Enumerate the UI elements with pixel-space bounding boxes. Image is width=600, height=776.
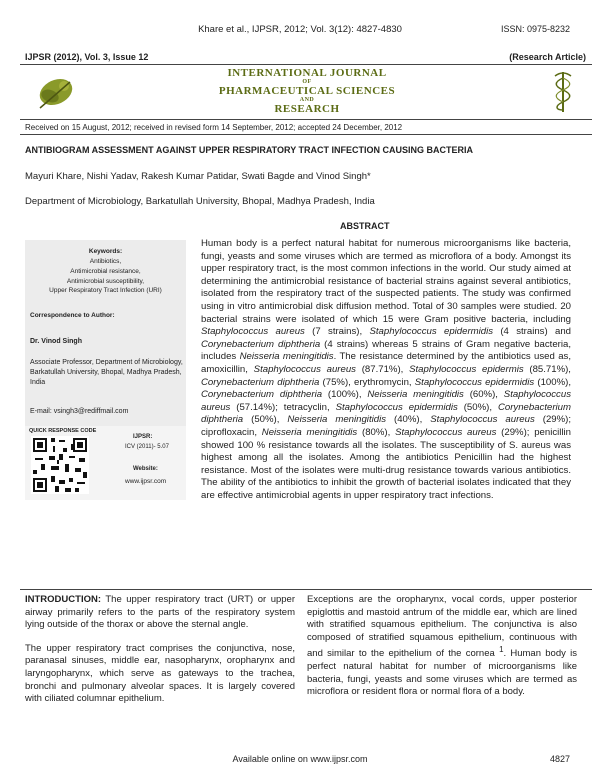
- footer-availability: Available online on www.ijpsr.com: [232, 754, 368, 764]
- abstract-heading: ABSTRACT: [340, 221, 390, 231]
- keywords-list: [25, 257, 186, 296]
- intro-paragraph: INTRODUCTION: The upper respiratory tract (URT) or upper airway primarily refers to the parts of the respiratory system lying outside of the thorax or above the sternal angle.: [25, 594, 295, 631]
- info-sidebar: [25, 240, 186, 500]
- website-label: Website:: [133, 466, 158, 472]
- keyword: Antibiotics,: [89, 258, 122, 265]
- received-dates: Received on 15 August, 2012; received in revised form 14 September, 2012; accepted 24 December, 2012: [25, 123, 403, 132]
- qr-heading: QUICK RESPONSE CODE: [29, 428, 97, 434]
- keywords-heading: Keywords:: [88, 248, 123, 255]
- citation-ref: 1: [499, 645, 504, 655]
- affiliation: Department of Microbiology, Barkatullah University, Bhopal, Madhya Pradesh, India: [25, 196, 375, 207]
- journal-title-line2: OF: [302, 79, 312, 85]
- author-address: Associate Professor, Department of Microbiology, Barkatullah University, Bhopal, Madhya Pradesh, India: [30, 359, 183, 386]
- body-right-column: [307, 594, 577, 710]
- body-left-column: [25, 594, 295, 717]
- body-rule: [20, 589, 592, 590]
- keyword: Antimicrobial resistance,: [70, 267, 141, 275]
- journal-issue: IJPSR (2012), Vol. 3, Issue 12: [25, 52, 149, 62]
- website-value: www.ijpsr.com: [125, 478, 167, 485]
- keyword: Antimicrobial susceptibility,: [66, 277, 145, 285]
- icv-value: ICV (2011)- 5.07: [125, 444, 169, 450]
- caduceus-logo-icon: [552, 70, 574, 114]
- intro-paragraph-2: The upper respiratory tract comprises the conjunctiva, nose, paranasal sinuses, middle ear, nasopharynx, oropharynx and laryngopharynx, which serve as gateways to the trachea, bronchi and pulmonary alveolar spaces. It is largely covered with ciliated columnar epithelium.: [25, 642, 295, 705]
- article-type: (Research Article): [509, 52, 586, 62]
- correspondence-heading: Correspondence to Author:: [30, 312, 115, 319]
- corresponding-author: Dr. Vinod Singh: [30, 338, 82, 345]
- page-number: 4827: [549, 754, 570, 764]
- running-head: Khare et al., IJPSR, 2012; Vol. 3(12): 4827-4830: [198, 24, 402, 35]
- keyword: Upper Respiratory Tract Infection (URI): [49, 287, 162, 295]
- author-email: E-mail: vsingh3@rediffmail.com: [30, 408, 129, 415]
- journal-title-line3: PHARMACEUTICAL SCIENCES: [218, 85, 396, 97]
- journal-title-line4: AND: [299, 97, 315, 103]
- right-paragraph: Exceptions are the oropharynx, vocal cords, upper posterior epiglottis and mastoid antrum of the middle ear, which are lined with stratified squamous epithelium. The conjunctiva is also composed of stratified squamous epithelium, continuous with and similar to the epithelium of the cornea $^1$. Human body is perfect natural habitat for number of microorganisms like bacteria, fungi, yeasts and some viruses which are termed as microflora or resident flora or normal flora of a body.: [307, 594, 577, 698]
- article-title: ANTIBIOGRAM ASSESSMENT AGAINST UPPER RESPIRATORY TRACT INFECTION CAUSING BACTERIA: [25, 145, 474, 155]
- qr-panel: [25, 426, 186, 500]
- issn: ISSN: 0975-8232: [500, 24, 570, 34]
- banner-rule: [20, 119, 592, 120]
- qr-code-icon: [31, 436, 89, 494]
- abstract-text: Human body is a perfect natural habitat for numerous microorganisms like bacteria, fungi, yeasts and some viruses which are termed as microflora of a body. Amongst its upper respiratory tract, is the most common infections in the world. Our study aimed at determining the antimicrobial resistance of bacterial strains against several antibiotics, isolated from the respiratory tract of the suspected patients. The study was confirmed using in vitro antimicrobial disk diffusion method. Total of 30 samples were studied. 20 bacterial strains were isolated of which 15 were Gram positive bacteria, including Staphylococcus aureus (7 strains), Staphylococcus epidermidis (4 strains) and Corynebacterium diphtheria (4 strains) whereas 5 strains of Gram negative bacteria, includes Neisseria meningitidis. The resistance determined by the antibiotics used as, amoxicillin, Staphylococcus aureus (87.71%), Staphylococcus epidermis (85.71%), Corynebacterium diphtheria (75%), erythromycin, Staphylococcus epidermidis (100%), Corynebacterium diphtheria (100%), Neisseria meningitidis (60%), Staphylococcus aureus (57.14%); tetracyclin, Staphylococcus epidermidis (50%), Corynebacterium diphtheria (50%), Neisseria meningitidis (40%), Staphylococcus aureus (29%); ciprofloxacin, Neisseria meningitidis (80%), Staphylococcus aureus (29%); penicillin showed 100 % resistance towards all the isolates. The susceptibility of S. aureus was highest among all the isolates. Among the antibiotics Penicillin had the highest resistance. Most of the isolates were multi-drug resistance towards various antibiotics. The ability of the antibiotics to inhibit the growth of bacterial isolates indicated that they are effective antimicrobial agents in upper respiratory tract infections.: [201, 238, 572, 501]
- journal-title-line5: RESEARCH: [274, 103, 340, 115]
- intro-heading: INTRODUCTION:: [25, 594, 101, 605]
- received-rule: [20, 134, 592, 135]
- author-list: Mayuri Khare, Nishi Yadav, Rakesh Kumar Patidar, Swati Bagde and Vinod Singh*: [25, 171, 371, 182]
- ijpsr-label: IJPSR:: [133, 434, 153, 440]
- header-rule: [20, 64, 592, 65]
- journal-title-line1: INTERNATIONAL JOURNAL: [227, 67, 387, 79]
- journal-banner: [22, 66, 592, 118]
